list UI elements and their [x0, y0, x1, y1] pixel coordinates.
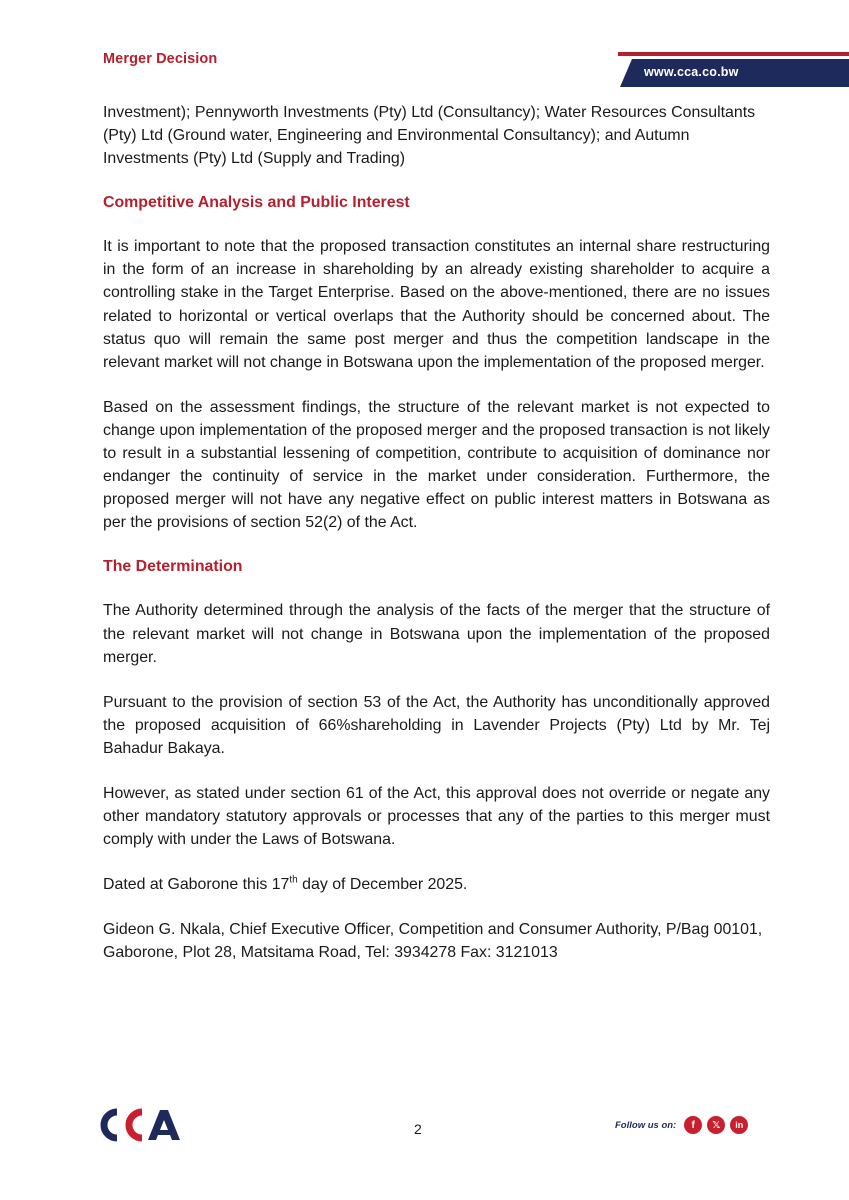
- determination-paragraph-3: However, as stated under section 61 of the Act, this approval does not override or negate any other mandatory statutory approvals or processes that any of the parties to this merger must comply with under the Laws of Botswana.: [103, 784, 770, 849]
- intro-paragraph: Investment); Pennyworth Investments (Pty) Ltd (Consultancy); Water Resources Consultants (Pty) Ltd (Ground water, Engineering and Environmental Consultancy); and Autumn Investments (Pty) Ltd (Supply and Trading): [103, 104, 756, 168]
- document-header-title: Merger Decision: [103, 51, 218, 67]
- dated-suffix: day of December 2025.: [297, 876, 468, 894]
- competitive-paragraph-2: Based on the assessment findings, the structure of the relevant market is not expected to change upon implementation of the proposed merger and the proposed transaction is not likely to result in a substantial lessening of competition, contribute to acquisition of dominance nor endanger the continuity of service in the market under consideration. Furthermore, the proposed merger will not have any negative effect on public interest matters in Botswana as per the provisions of section 52(2) of the Act.: [103, 398, 770, 532]
- determination-heading: The Determination: [103, 558, 243, 576]
- website-banner: [618, 50, 849, 92]
- cca-logo: [98, 1108, 180, 1142]
- determination-paragraph-1: The Authority determined through the analysis of the facts of the merger that the structure of the relevant market will not change in Botswana upon the implementation of the proposed merger.: [103, 602, 770, 666]
- facebook-icon[interactable]: f: [684, 1116, 702, 1134]
- dated-line: [103, 873, 770, 896]
- signature-block: Gideon G. Nkala, Chief Executive Officer, Competition and Consumer Authority, P/Bag 00101, Gaborone, Plot 28, Matsitama Road, Tel: 3934278 Fax: 3121013: [103, 921, 763, 962]
- website-url[interactable]: www.cca.co.bw: [644, 65, 739, 79]
- linkedin-icon[interactable]: in: [730, 1116, 748, 1134]
- follow-us-label: Follow us on:: [615, 1119, 677, 1131]
- competitive-analysis-heading: Competitive Analysis and Public Interest: [103, 194, 410, 212]
- competitive-paragraph-1: It is important to note that the proposed transaction constitutes an internal share restructuring in the form of an increase in shareholding by an already existing shareholder to acquire a controlling stake in the Target Enterprise. Based on the above-mentioned, there are no issues related to horizontal or vertical overlaps that the Authority should be concerned about. The status quo will remain the same post merger and thus the competition landscape in the relevant market will not change in Botswana upon the implementation of the proposed merger.: [103, 238, 770, 371]
- determination-paragraph-2: Pursuant to the provision of section 53 of the Act, the Authority has unconditionally approved the proposed acquisition of 66%shareholding in Lavender Projects (Pty) Ltd by Mr. Tej Bahadur Bakaya.: [103, 693, 770, 757]
- dated-superscript: th: [289, 874, 298, 886]
- social-follow: [615, 1115, 753, 1135]
- cca-logo-graphic: [98, 1108, 180, 1142]
- document-body: [103, 101, 770, 965]
- x-twitter-icon[interactable]: 𝕏: [707, 1116, 725, 1134]
- dated-prefix: Dated at Gaborone this 17: [103, 876, 290, 894]
- page-number: 2: [414, 1121, 422, 1137]
